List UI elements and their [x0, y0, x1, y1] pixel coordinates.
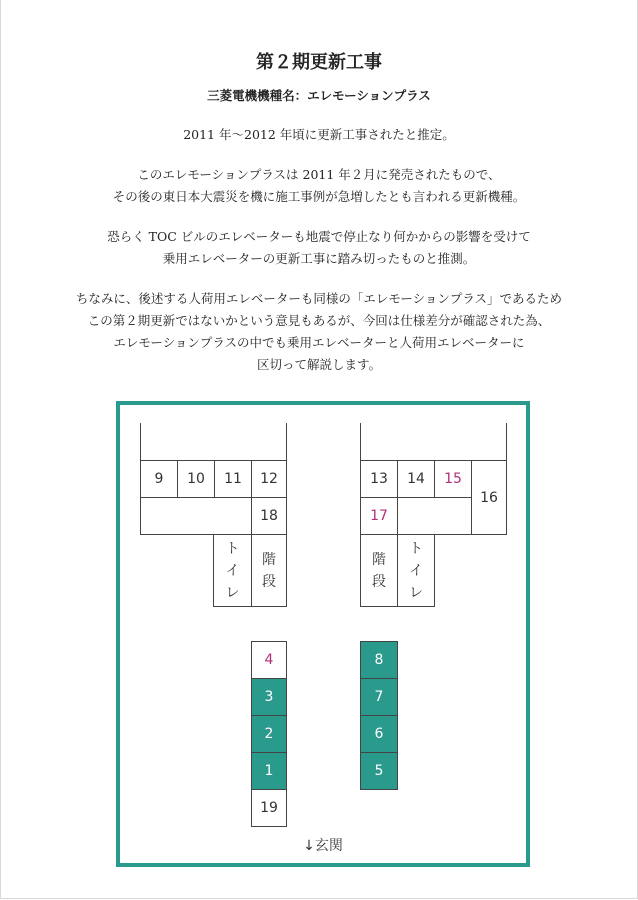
- entrance-label: ↓玄関: [303, 838, 343, 854]
- toilet-label-char: レ: [225, 584, 240, 601]
- text-line: エレモーションプラスの中でも乗用エレベーターと人荷用エレベーターに: [113, 335, 525, 350]
- right-toilet: [397, 534, 435, 607]
- room-12: 12: [251, 460, 287, 498]
- text-line: このエレモーションプラスは 2011 年２月に発売されたもので、: [137, 167, 501, 182]
- room-9: 9: [140, 460, 178, 498]
- stairs-label-char: 段: [262, 573, 276, 590]
- model-name-subtitle: 三菱電機機種名：エレモーションプラス: [207, 88, 431, 103]
- room-16: 16: [471, 460, 507, 535]
- elevator-8: 8: [360, 641, 398, 679]
- room-14: 14: [397, 460, 435, 498]
- paragraph-1: [1, 124, 637, 146]
- toilet-label-char: イ: [409, 562, 423, 579]
- stairs-label-char: 階: [372, 551, 386, 568]
- elevator-1: 1: [251, 752, 287, 790]
- elevator-3: 3: [251, 678, 287, 716]
- stairs-label-char: 階: [262, 551, 276, 568]
- right-stairs: [360, 534, 398, 607]
- page-heading: 第２期更新工事: [256, 52, 382, 73]
- toilet-label-char: ト: [409, 540, 423, 557]
- room-left-blank: [140, 497, 252, 535]
- room-17: 17: [360, 497, 398, 535]
- floor-plan-diagram: [116, 401, 530, 867]
- room-13: 13: [360, 460, 398, 498]
- body-text: [1, 124, 637, 394]
- elevator-7: 7: [360, 678, 398, 716]
- text-line: その後の東日本大震災を機に施工事例が急増したとも言われる更新機種。: [112, 189, 526, 204]
- text-line: ちなみに、後述する人荷用エレベーターも同様の「エレモーションプラス」であるため: [75, 291, 563, 306]
- paragraph-2: [1, 164, 637, 208]
- text-line: この第２期更新ではないかという意見もあるが、今回は仕様差分が確認された為、: [87, 313, 551, 328]
- stairs-label-char: 段: [372, 573, 386, 590]
- elevator-4: 4: [251, 641, 287, 679]
- left-toilet: [213, 534, 252, 607]
- toilet-label-char: レ: [409, 584, 423, 601]
- elevator-6: 6: [360, 715, 398, 753]
- toilet-label-char: ト: [225, 540, 240, 557]
- paragraph-4: [1, 288, 637, 376]
- room-18: 18: [251, 497, 287, 535]
- text-line: 2011 年～2012 年頃に更新工事されたと推定。: [183, 127, 455, 142]
- text-line: 乗用エレベーターの更新工事に踏み切ったものと推測。: [162, 251, 476, 266]
- paragraph-3: [1, 226, 637, 270]
- room-right-blank: [397, 497, 472, 535]
- room-10: 10: [177, 460, 215, 498]
- text-line: 恐らく TOC ビルのエレベーターも地震で停止なり何かからの影響を受けて: [107, 229, 531, 244]
- elevator-2: 2: [251, 715, 287, 753]
- text-line: 区切って解説します。: [256, 357, 381, 372]
- toilet-label-char: イ: [225, 562, 240, 579]
- elevator-5: 5: [360, 752, 398, 790]
- room-15: 15: [434, 460, 472, 498]
- room-11: 11: [214, 460, 252, 498]
- left-stairs: [251, 534, 287, 607]
- room-19: 19: [251, 789, 287, 827]
